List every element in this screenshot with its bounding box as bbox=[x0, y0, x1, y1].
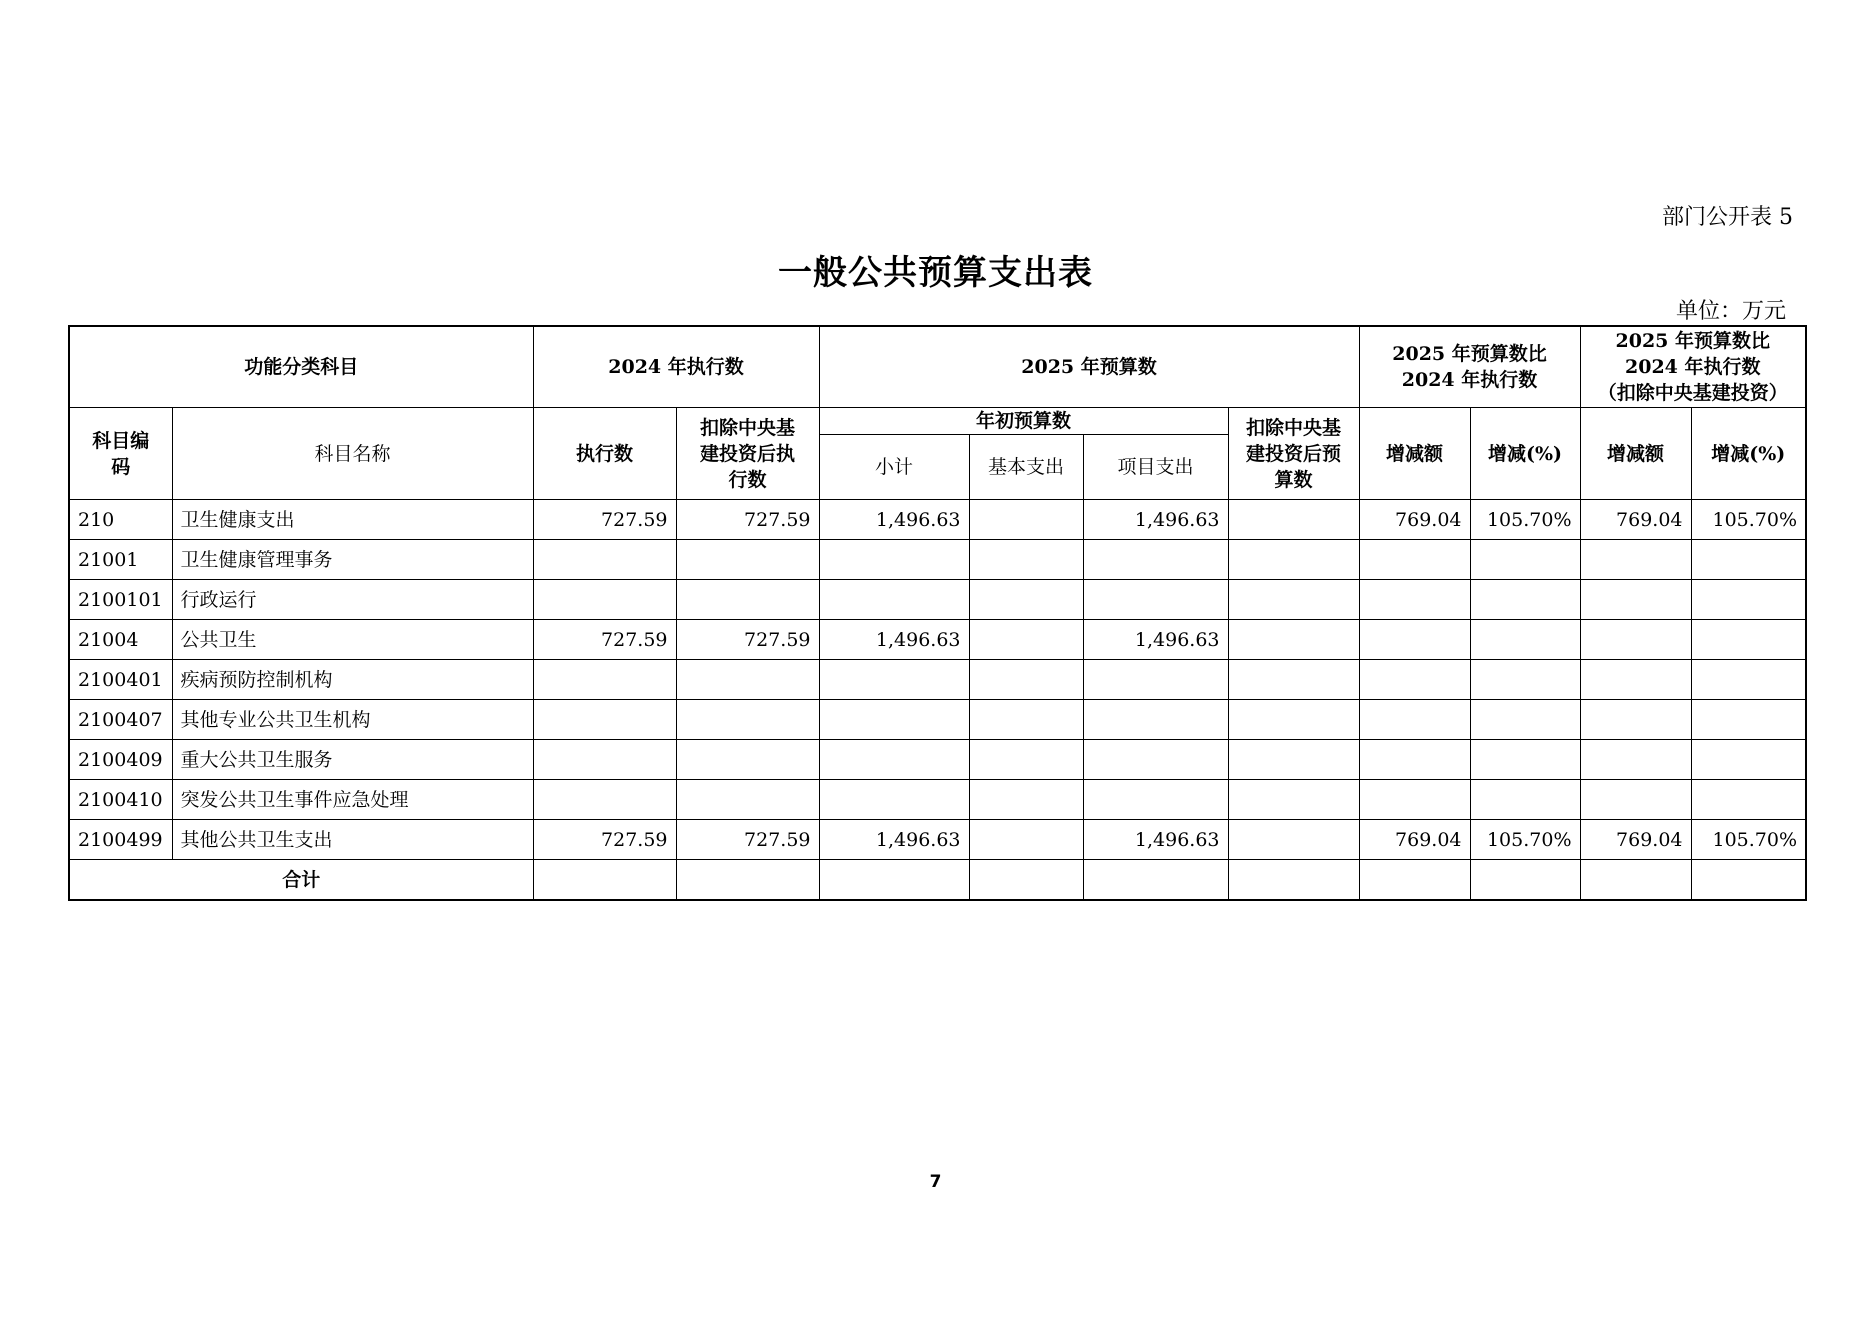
cell-project bbox=[1083, 740, 1228, 780]
cell-code: 210 bbox=[69, 500, 172, 540]
table-row bbox=[69, 620, 1806, 660]
total-label: 合计 bbox=[69, 860, 533, 901]
cell-code: 2100101 bbox=[69, 580, 172, 620]
cell-exec-excl bbox=[676, 780, 819, 820]
cell-exec bbox=[533, 780, 676, 820]
cell-budget-excl bbox=[1228, 700, 1359, 740]
cell-exec bbox=[533, 580, 676, 620]
cell-project bbox=[1083, 540, 1228, 580]
cell-change-percent-1 bbox=[1470, 740, 1580, 780]
total-row bbox=[69, 860, 1806, 901]
cell-budget-excl bbox=[1228, 540, 1359, 580]
cell-subtotal bbox=[819, 780, 969, 820]
budget-table bbox=[68, 325, 1807, 901]
header-project: 项目支出 bbox=[1083, 435, 1228, 500]
cell-project: 1,496.63 bbox=[1083, 500, 1228, 540]
header-change-amount-2: 增减额 bbox=[1580, 408, 1691, 500]
cell-exec: 727.59 bbox=[533, 500, 676, 540]
total-change-percent-2 bbox=[1691, 860, 1806, 901]
cell-subtotal: 1,496.63 bbox=[819, 820, 969, 860]
cell-subtotal bbox=[819, 700, 969, 740]
cell-budget-excl bbox=[1228, 740, 1359, 780]
cell-name: 其他专业公共卫生机构 bbox=[172, 700, 533, 740]
cell-change-percent-1 bbox=[1470, 540, 1580, 580]
cell-change-amount-1 bbox=[1359, 580, 1470, 620]
cell-exec: 727.59 bbox=[533, 620, 676, 660]
header-change-percent-1: 增减(%) bbox=[1470, 408, 1580, 500]
cell-change-amount-2: 769.04 bbox=[1580, 500, 1691, 540]
header-change-amount-1: 增减额 bbox=[1359, 408, 1470, 500]
cell-code: 2100401 bbox=[69, 660, 172, 700]
cell-change-percent-2 bbox=[1691, 660, 1806, 700]
table-row bbox=[69, 780, 1806, 820]
cell-exec bbox=[533, 540, 676, 580]
cell-name: 疾病预防控制机构 bbox=[172, 660, 533, 700]
cell-budget-excl bbox=[1228, 580, 1359, 620]
table-row bbox=[69, 540, 1806, 580]
header-budget-excl: 扣除中央基 建投资后预 算数 bbox=[1228, 408, 1359, 500]
cell-name: 卫生健康支出 bbox=[172, 500, 533, 540]
cell-change-percent-1 bbox=[1470, 620, 1580, 660]
cell-exec-excl: 727.59 bbox=[676, 620, 819, 660]
cell-change-amount-1 bbox=[1359, 620, 1470, 660]
cell-name: 重大公共卫生服务 bbox=[172, 740, 533, 780]
cell-exec bbox=[533, 740, 676, 780]
cell-change-percent-2: 105.70% bbox=[1691, 820, 1806, 860]
total-change-amount-2 bbox=[1580, 860, 1691, 901]
cell-subtotal: 1,496.63 bbox=[819, 620, 969, 660]
page-title: 一般公共预算支出表 bbox=[778, 253, 1093, 293]
header-cmp-exec-excl: 2025 年预算数比 2024 年执行数 （扣除中央基建投资） bbox=[1580, 326, 1806, 408]
cell-change-percent-2 bbox=[1691, 620, 1806, 660]
total-budget-excl bbox=[1228, 860, 1359, 901]
cell-change-percent-2 bbox=[1691, 580, 1806, 620]
header-basic: 基本支出 bbox=[969, 435, 1083, 500]
cell-exec-excl bbox=[676, 580, 819, 620]
unit-label: 单位：万元 bbox=[1675, 299, 1786, 324]
cell-basic bbox=[969, 500, 1083, 540]
cell-change-percent-2 bbox=[1691, 740, 1806, 780]
cell-change-percent-1 bbox=[1470, 700, 1580, 740]
cell-change-amount-1 bbox=[1359, 700, 1470, 740]
doc-label: 部门公开表 5 bbox=[1662, 205, 1793, 230]
cell-basic bbox=[969, 820, 1083, 860]
cell-basic bbox=[969, 540, 1083, 580]
cell-change-amount-2: 769.04 bbox=[1580, 820, 1691, 860]
cell-change-amount-1 bbox=[1359, 540, 1470, 580]
table-row bbox=[69, 660, 1806, 700]
cell-code: 2100409 bbox=[69, 740, 172, 780]
cell-project bbox=[1083, 660, 1228, 700]
cell-code: 21004 bbox=[69, 620, 172, 660]
table-row bbox=[69, 580, 1806, 620]
cell-change-percent-2 bbox=[1691, 540, 1806, 580]
cell-project: 1,496.63 bbox=[1083, 820, 1228, 860]
cell-subtotal: 1,496.63 bbox=[819, 500, 969, 540]
cell-exec-excl: 727.59 bbox=[676, 500, 819, 540]
header-name: 科目名称 bbox=[172, 408, 533, 500]
cell-change-amount-1: 769.04 bbox=[1359, 500, 1470, 540]
header-exec-excl: 扣除中央基 建投资后执 行数 bbox=[676, 408, 819, 500]
cell-budget-excl bbox=[1228, 660, 1359, 700]
cell-change-percent-1: 105.70% bbox=[1470, 500, 1580, 540]
cell-change-amount-2 bbox=[1580, 780, 1691, 820]
cell-budget-excl bbox=[1228, 620, 1359, 660]
cell-change-percent-1 bbox=[1470, 660, 1580, 700]
cell-exec-excl: 727.59 bbox=[676, 820, 819, 860]
cell-subtotal bbox=[819, 540, 969, 580]
cell-change-percent-1 bbox=[1470, 780, 1580, 820]
table-row bbox=[69, 820, 1806, 860]
table-row bbox=[69, 500, 1806, 540]
header-change-percent-2: 增减(%) bbox=[1691, 408, 1806, 500]
total-exec bbox=[533, 860, 676, 901]
cell-name: 公共卫生 bbox=[172, 620, 533, 660]
cell-change-amount-2 bbox=[1580, 660, 1691, 700]
cell-change-amount-2 bbox=[1580, 700, 1691, 740]
cell-change-amount-1 bbox=[1359, 740, 1470, 780]
header-exec-2024: 2024 年执行数 bbox=[533, 326, 819, 408]
cell-code: 2100407 bbox=[69, 700, 172, 740]
total-exec-excl bbox=[676, 860, 819, 901]
total-change-amount-1 bbox=[1359, 860, 1470, 901]
cell-change-amount-1 bbox=[1359, 780, 1470, 820]
cell-change-percent-2: 105.70% bbox=[1691, 500, 1806, 540]
cell-change-amount-1: 769.04 bbox=[1359, 820, 1470, 860]
cell-basic bbox=[969, 700, 1083, 740]
cell-basic bbox=[969, 780, 1083, 820]
cell-name: 突发公共卫生事件应急处理 bbox=[172, 780, 533, 820]
page-number: 7 bbox=[929, 1172, 942, 1192]
cell-basic bbox=[969, 580, 1083, 620]
total-basic bbox=[969, 860, 1083, 901]
cell-subtotal bbox=[819, 580, 969, 620]
table-row bbox=[69, 700, 1806, 740]
cell-budget-excl bbox=[1228, 500, 1359, 540]
cell-exec bbox=[533, 660, 676, 700]
cell-code: 2100499 bbox=[69, 820, 172, 860]
header-subtotal: 小计 bbox=[819, 435, 969, 500]
cell-project bbox=[1083, 780, 1228, 820]
cell-name: 其他公共卫生支出 bbox=[172, 820, 533, 860]
cell-budget-excl bbox=[1228, 780, 1359, 820]
header-budget-2025: 2025 年预算数 bbox=[819, 326, 1359, 408]
header-cmp-exec: 2025 年预算数比 2024 年执行数 bbox=[1359, 326, 1580, 408]
cell-exec-excl bbox=[676, 700, 819, 740]
cell-change-percent-2 bbox=[1691, 780, 1806, 820]
cell-change-percent-1 bbox=[1470, 580, 1580, 620]
cell-change-amount-2 bbox=[1580, 580, 1691, 620]
header-initial-budget: 年初预算数 bbox=[819, 408, 1228, 435]
cell-change-amount-2 bbox=[1580, 620, 1691, 660]
cell-project bbox=[1083, 700, 1228, 740]
cell-exec bbox=[533, 700, 676, 740]
cell-code: 2100410 bbox=[69, 780, 172, 820]
cell-project: 1,496.63 bbox=[1083, 620, 1228, 660]
cell-name: 卫生健康管理事务 bbox=[172, 540, 533, 580]
cell-exec-excl bbox=[676, 660, 819, 700]
cell-subtotal bbox=[819, 660, 969, 700]
cell-change-percent-2 bbox=[1691, 700, 1806, 740]
cell-budget-excl bbox=[1228, 820, 1359, 860]
header-exec: 执行数 bbox=[533, 408, 676, 500]
cell-exec-excl bbox=[676, 540, 819, 580]
cell-name: 行政运行 bbox=[172, 580, 533, 620]
table-row bbox=[69, 740, 1806, 780]
cell-basic bbox=[969, 620, 1083, 660]
cell-subtotal bbox=[819, 740, 969, 780]
cell-basic bbox=[969, 740, 1083, 780]
cell-change-percent-1: 105.70% bbox=[1470, 820, 1580, 860]
cell-project bbox=[1083, 580, 1228, 620]
cell-change-amount-2 bbox=[1580, 540, 1691, 580]
header-code: 科目编 码 bbox=[69, 408, 172, 500]
cell-exec: 727.59 bbox=[533, 820, 676, 860]
total-subtotal bbox=[819, 860, 969, 901]
total-change-percent-1 bbox=[1470, 860, 1580, 901]
cell-change-amount-2 bbox=[1580, 740, 1691, 780]
cell-basic bbox=[969, 660, 1083, 700]
cell-change-amount-1 bbox=[1359, 660, 1470, 700]
header-func-category: 功能分类科目 bbox=[69, 326, 533, 408]
cell-code: 21001 bbox=[69, 540, 172, 580]
total-project bbox=[1083, 860, 1228, 901]
cell-exec-excl bbox=[676, 740, 819, 780]
